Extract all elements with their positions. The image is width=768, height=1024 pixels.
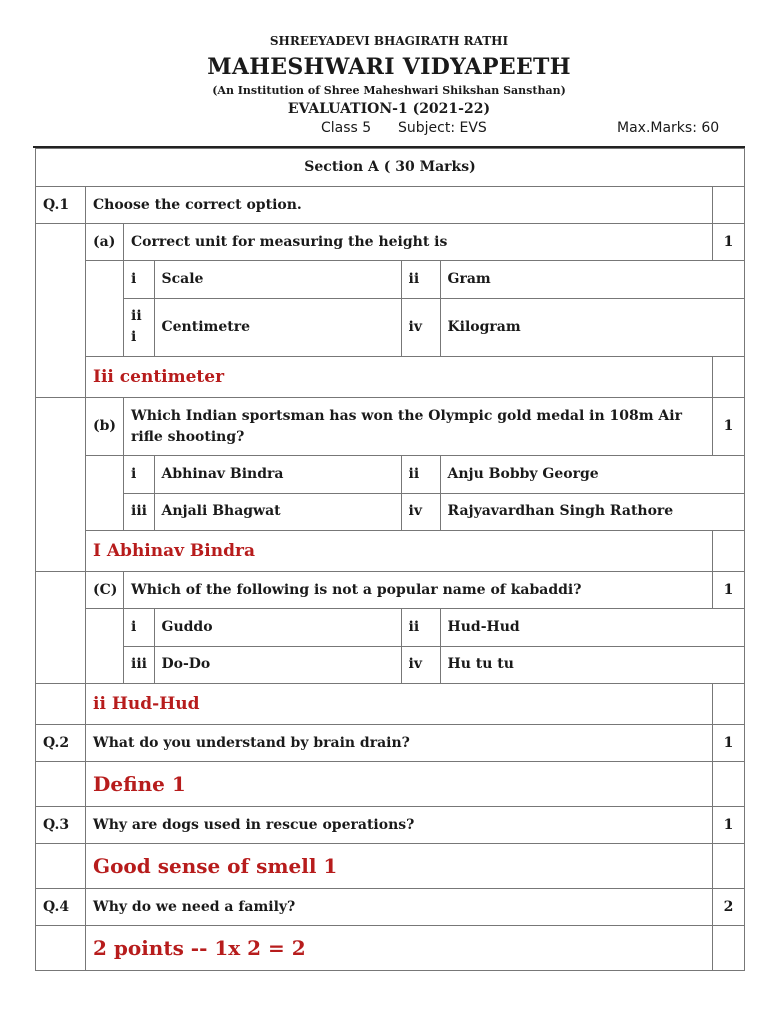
subquestion-label: (C): [86, 572, 124, 609]
question-row: [36, 187, 745, 224]
option-number: i: [124, 456, 154, 493]
question-number: Q.4: [36, 889, 86, 926]
option-text: Centimetre: [154, 298, 401, 356]
option-text: Hu tu tu: [447, 656, 514, 673]
blank-cell: [36, 398, 86, 572]
question-text: Why do we need a family?: [86, 889, 713, 926]
answer-row: [36, 684, 745, 725]
question-text: What do you understand by brain drain?: [86, 725, 713, 762]
option-number: ii i: [124, 298, 154, 356]
subquestion-text: Correct unit for measuring the height is: [124, 224, 713, 261]
question-text: Why are dogs used in rescue operations?: [86, 807, 713, 844]
question-number: Q.2: [36, 725, 86, 762]
blank-cell: [36, 572, 86, 684]
answer-text: Define 1: [86, 762, 713, 807]
max-marks-label: Max.Marks: 60: [617, 120, 720, 136]
option-text: Kilogram: [447, 318, 521, 335]
blank-cell: [713, 684, 745, 725]
options-grid: [124, 261, 745, 357]
blank-cell: [86, 456, 124, 531]
blank-cell: [36, 684, 86, 725]
option-number: ii: [401, 261, 440, 298]
section-header-row: [36, 149, 745, 187]
blank-cell: [36, 844, 86, 889]
answer-row: [36, 357, 745, 398]
question-text: Choose the correct option.: [86, 187, 713, 224]
option-number: i: [124, 261, 154, 298]
question-table: [35, 148, 745, 971]
option-text: Hud-Hud: [440, 609, 744, 646]
section-title: Section A ( 30 Marks): [36, 149, 745, 187]
marks-cell: [713, 187, 745, 224]
question-row: [36, 725, 745, 762]
answer-row: [36, 844, 745, 889]
subquestion-row: [36, 398, 745, 456]
subquestion-row: [36, 224, 745, 261]
option-text: Abhinav Bindra: [154, 456, 401, 493]
institution-line: (An Institution of Shree Maheshwari Shikshan Sansthan): [212, 84, 566, 97]
options-grid: [124, 609, 745, 684]
option-text: Do-Do: [154, 646, 401, 683]
blank-cell: [36, 762, 86, 807]
answer-row: [36, 762, 745, 807]
options-grid: [124, 456, 745, 531]
question-row: [36, 807, 745, 844]
answer-row: [36, 531, 745, 572]
option-number: iv: [401, 646, 440, 683]
option-number: iv: [401, 493, 440, 530]
marks-cell: 1: [713, 224, 745, 261]
blank-cell: [36, 926, 86, 971]
options-row: [36, 261, 745, 357]
subject-label: Subject: EVS: [398, 120, 487, 136]
option-number: iii: [124, 646, 154, 683]
answer-text: 2 points -- 1x 2 = 2: [86, 926, 713, 971]
blank-cell: [86, 261, 124, 357]
marks-cell: 2: [713, 889, 745, 926]
subquestion-label: (b): [86, 398, 124, 456]
blank-cell: [713, 531, 745, 572]
marks-cell: 1: [713, 807, 745, 844]
class-label: Class 5: [321, 120, 372, 136]
answer-row: [36, 926, 745, 971]
blank-cell: [36, 224, 86, 398]
subquestion-row: [36, 572, 745, 609]
blank-cell: [713, 762, 745, 807]
option-text: Rajyavardhan Singh Rathore: [447, 503, 674, 520]
school-title: MAHESHWARI VIDYAPEETH: [207, 54, 571, 80]
question-number: Q.3: [36, 807, 86, 844]
option-text: Gram: [440, 261, 744, 298]
question-row: [36, 889, 745, 926]
subquestion-label: (a): [86, 224, 124, 261]
options-row: [36, 456, 745, 531]
school-name: SHREEYADEVI BHAGIRATH RATHI: [269, 34, 509, 48]
blank-cell: [713, 844, 745, 889]
answer-text: Iii centimeter: [86, 357, 713, 398]
question-number: Q.1: [36, 187, 86, 224]
subquestion-text: Which of the following is not a popular name of kabaddi?: [124, 572, 713, 609]
marks-cell: 1: [713, 725, 745, 762]
subquestion-text: Which Indian sportsman has won the Olympic gold medal in 108m Air rifle shooting?: [124, 398, 713, 456]
option-number: iv: [401, 298, 440, 356]
blank-cell: [713, 926, 745, 971]
option-number: ii: [401, 609, 440, 646]
option-text: Scale: [154, 261, 401, 298]
answer-text: ii Hud-Hud: [86, 684, 713, 725]
option-number: ii: [401, 456, 440, 493]
evaluation-title: EVALUATION-1 (2021-22): [287, 101, 491, 117]
blank-cell: [713, 357, 745, 398]
option-number: i: [124, 609, 154, 646]
blank-cell: [86, 609, 124, 684]
option-text: Guddo: [154, 609, 401, 646]
option-text: Anjali Bhagwat: [154, 493, 401, 530]
marks-cell: 1: [713, 398, 745, 456]
option-text: Anju Bobby George: [440, 456, 744, 493]
option-number: iii: [124, 493, 154, 530]
answer-text: I Abhinav Bindra: [86, 531, 713, 572]
marks-cell: 1: [713, 572, 745, 609]
answer-text: Good sense of smell 1: [86, 844, 713, 889]
options-row: [36, 609, 745, 684]
